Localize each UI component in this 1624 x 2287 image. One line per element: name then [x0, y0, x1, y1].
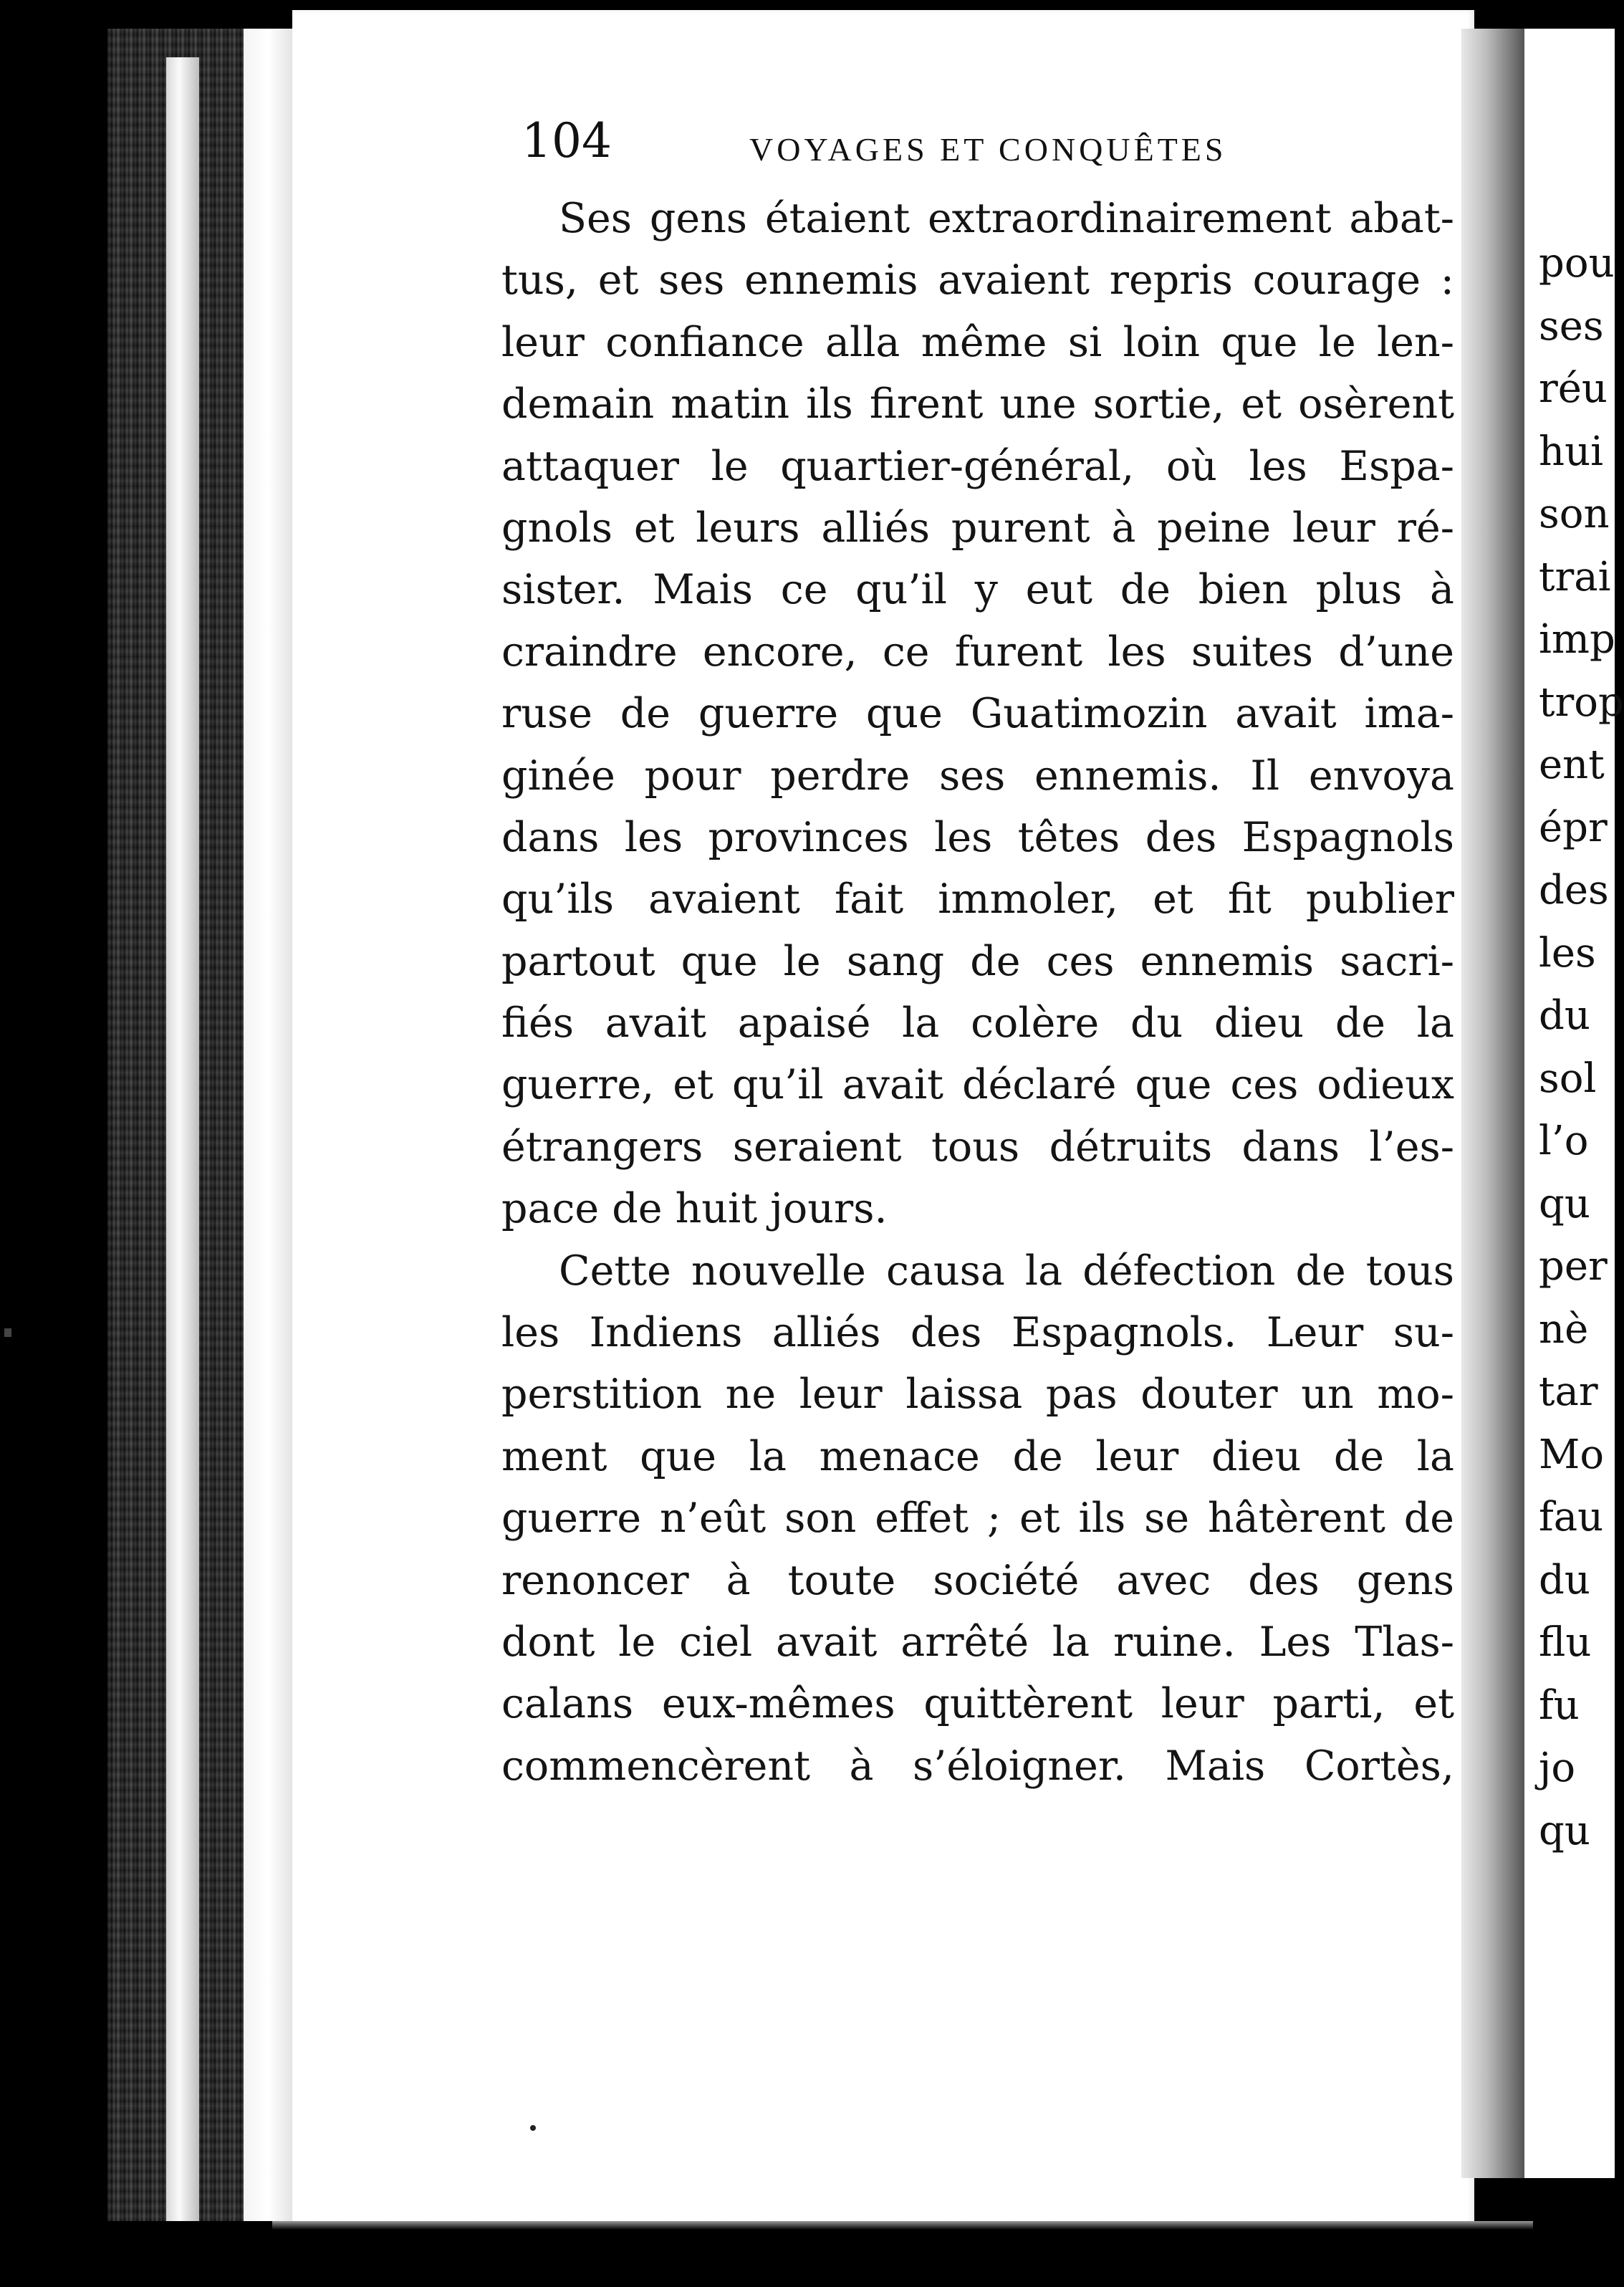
facing-text-fragment: son — [1539, 491, 1610, 537]
facing-page — [1524, 29, 1624, 2178]
facing-text-fragment: per — [1539, 1243, 1608, 1290]
facing-text-fragment: des — [1539, 867, 1609, 914]
text-line: gnols et leurs alliés purent à peine leur ré- — [501, 504, 1454, 552]
facing-text-fragment: jo — [1539, 1745, 1576, 1791]
text-line: pace de huit jours. — [501, 1185, 888, 1233]
text-line: dans les provinces les têtes des Espagnols — [501, 813, 1454, 861]
page-header — [522, 113, 1453, 182]
text-line: ruse de guerre que Guatimozin avait ima- — [501, 690, 1454, 738]
facing-text-fragment: hui — [1539, 428, 1604, 475]
text-line: demain matin ils firent une sortie, et osèrent — [501, 380, 1454, 428]
facing-text-fragment: ent — [1539, 742, 1605, 788]
facing-text-fragment: du — [1539, 1556, 1590, 1603]
facing-text-fragment: sol — [1539, 1055, 1597, 1102]
text-line: calans eux-mêmes quittèrent leur parti, et — [501, 1680, 1454, 1728]
page-edge-highlight — [166, 57, 199, 2221]
facing-text-fragment: Mo — [1539, 1431, 1605, 1478]
text-line: dont le ciel avait arrêté la ruine. Les Tlas- — [501, 1618, 1454, 1666]
page-bottom-edge — [272, 2221, 1533, 2230]
text-line: les Indiens alliés des Espagnols. Leur su- — [501, 1309, 1454, 1357]
page-edge-inner — [244, 29, 294, 2221]
page-number: 104 — [522, 113, 612, 168]
facing-text-fragment: fau — [1539, 1494, 1604, 1540]
running-title: VOYAGES ET CONQUÊTES — [749, 131, 1227, 168]
text-line: guerre, et qu’il avait déclaré que ces odieux — [501, 1061, 1454, 1109]
facing-text-fragment: trop — [1539, 679, 1624, 726]
scan-artifact — [4, 1328, 11, 1337]
text-line: étrangers seraient tous détruits dans l’es- — [501, 1123, 1454, 1171]
text-line: tus, et ses ennemis avaient repris courage : — [501, 256, 1454, 305]
facing-text-fragment: réu — [1539, 365, 1608, 412]
text-line: Cette nouvelle causa la défection de tous — [559, 1247, 1454, 1295]
facing-text-fragment: imp — [1539, 616, 1615, 663]
text-line: ment que la menace de leur dieu de la — [501, 1432, 1454, 1480]
facing-text-fragment: les — [1539, 929, 1596, 977]
text-line: Ses gens étaient extraordinairement abat- — [559, 195, 1454, 242]
facing-text-fragment: trai — [1539, 553, 1611, 600]
text-line: fiés avait apaisé la colère du dieu de la — [501, 999, 1454, 1047]
text-line: attaquer le quartier-général, où les Espa- — [501, 442, 1454, 490]
text-line: qu’ils avaient fait immoler, et fit publier — [501, 876, 1454, 924]
facing-text-fragment: du — [1539, 992, 1590, 1039]
facing-text-fragment: épr — [1539, 804, 1608, 851]
text-line: craindre encore, ce furent les suites d’une — [501, 628, 1454, 676]
facing-text-fragment: l’o — [1539, 1118, 1589, 1164]
facing-text-fragment: ses — [1539, 302, 1604, 350]
text-line: leur confiance alla même si loin que le len- — [501, 318, 1454, 366]
facing-text-fragment: pou — [1539, 240, 1615, 287]
facing-text-fragment: fu — [1539, 1682, 1580, 1729]
text-line: renoncer à toute société avec des gens — [501, 1556, 1454, 1604]
facing-text-fragment: qu — [1539, 1180, 1590, 1227]
text-line: sister. Mais ce qu’il y eut de bien plus à — [501, 566, 1454, 614]
ink-dot — [530, 2125, 536, 2131]
body-text — [501, 188, 1454, 1797]
text-line: guerre n’eût son effet ; et ils se hâtèrent de — [501, 1495, 1454, 1543]
text-line: ginée pour perdre ses ennemis. Il envoya — [501, 752, 1454, 800]
facing-text-fragment: tar — [1539, 1368, 1598, 1415]
gutter-shadow — [1461, 29, 1533, 2178]
text-line: partout que le sang de ces ennemis sacri- — [501, 937, 1454, 985]
text-line: perstition ne leur laissa pas douter un mo- — [501, 1371, 1454, 1419]
facing-text-fragment: nè — [1539, 1305, 1589, 1353]
facing-text-fragment: qu — [1539, 1807, 1590, 1854]
facing-text-fragment: flu — [1539, 1619, 1592, 1666]
text-line: commencèrent à s’éloigner. Mais Cortès, — [501, 1742, 1454, 1790]
